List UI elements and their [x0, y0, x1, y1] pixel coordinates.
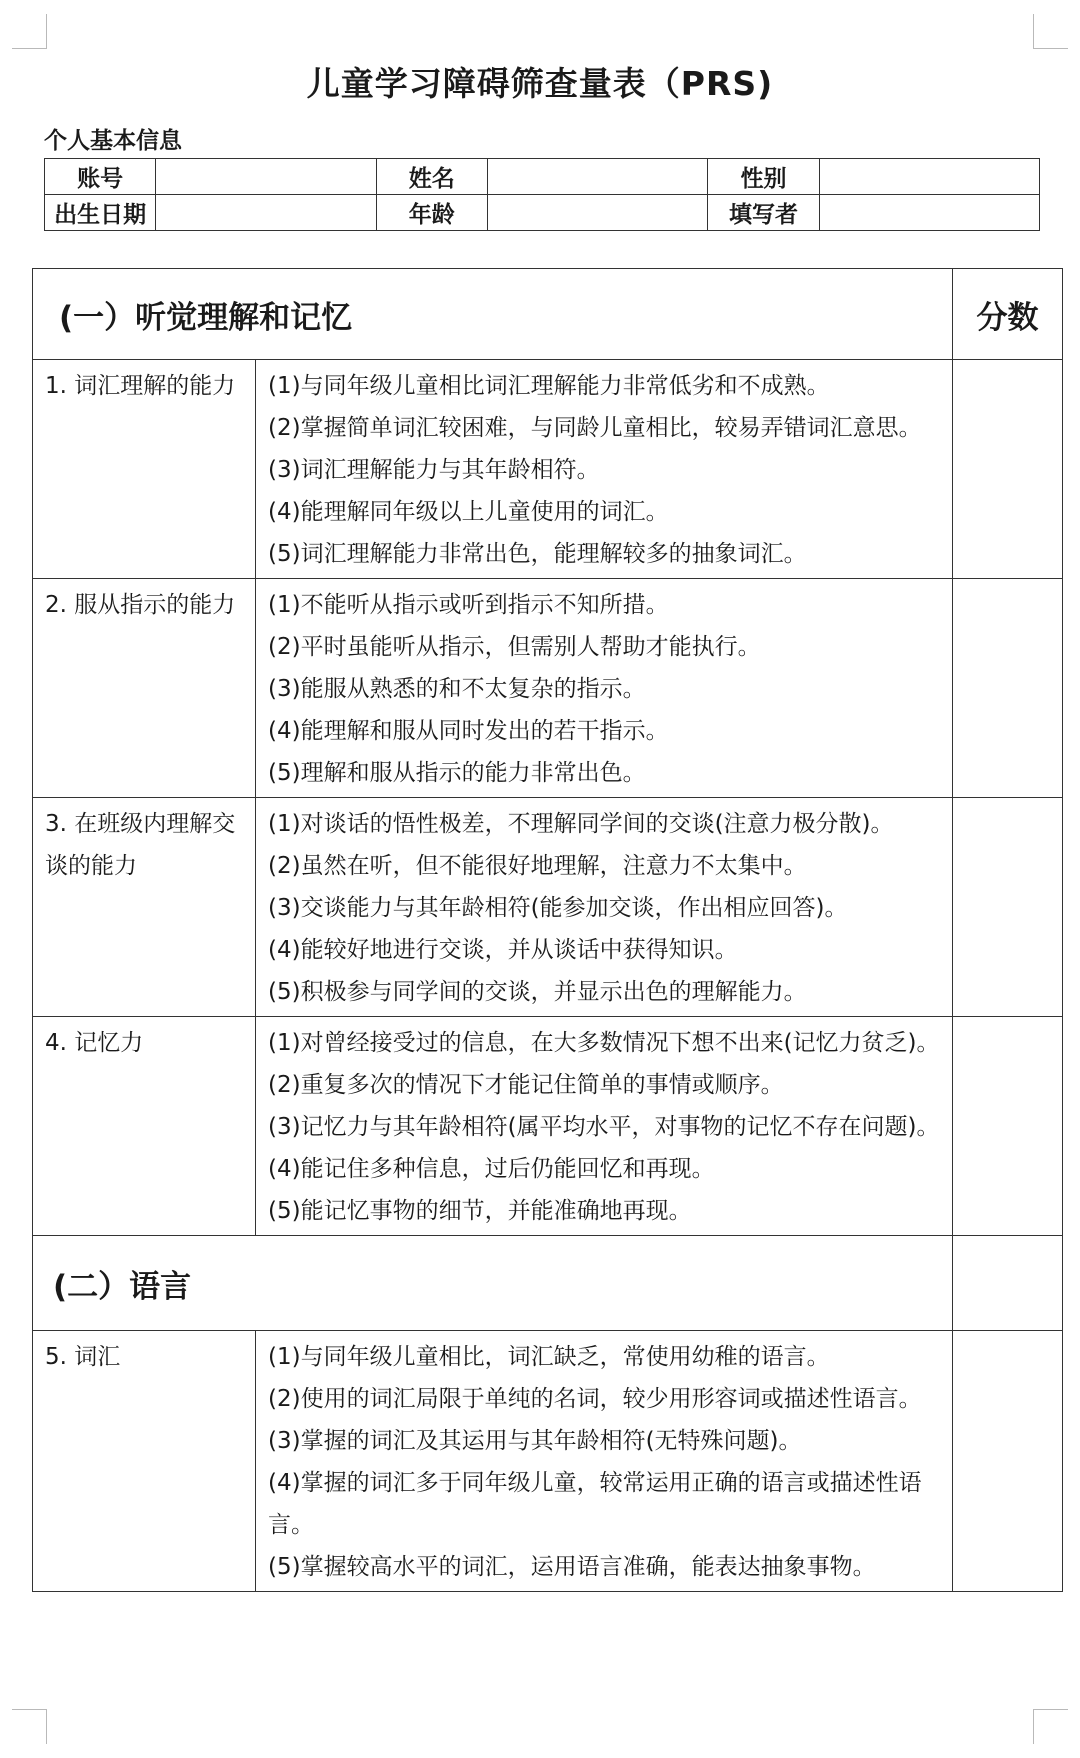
option-text: (5)能记忆事物的细节，并能准确地再现。: [268, 1198, 692, 1224]
option-text: (1)对曾经接受过的信息，在大多数情况下想不出来(记忆力贫乏)。: [268, 1030, 940, 1056]
score-input[interactable]: [953, 579, 1063, 798]
option-text: (4)掌握的词汇多于同年级儿童，较常运用正确的语言或描述性语言。: [268, 1470, 922, 1538]
option-text: (2)重复多次的情况下才能记住简单的事情或顺序。: [268, 1072, 784, 1098]
option-text: (5)积极参与同学间的交谈，并显示出色的理解能力。: [268, 979, 807, 1005]
info-section-label: 个人基本信息: [44, 128, 182, 154]
option-text: (3)能服从熟悉的和不太复杂的指示。: [268, 676, 646, 702]
input-gender[interactable]: [819, 159, 1039, 195]
option-text: (1)对谈话的悟性极差，不理解同学间的交谈(注意力极分散)。: [268, 811, 894, 837]
option-text: (3)掌握的词汇及其运用与其年龄相符(无特殊问题)。: [268, 1428, 802, 1454]
input-age[interactable]: [487, 195, 707, 231]
item-name: 5. 词汇: [33, 1331, 256, 1592]
option-text: (4)能记住多种信息，过后仍能回忆和再现。: [268, 1156, 715, 1182]
option-text: (5)掌握较高水平的词汇，运用语言准确，能表达抽象事物。: [268, 1554, 876, 1580]
item-options: [256, 1331, 953, 1592]
section2-score-blank: [953, 1236, 1063, 1331]
option-text: (2)平时虽能听从指示，但需别人帮助才能执行。: [268, 634, 761, 660]
item-options: [256, 1017, 953, 1236]
option-text: (1)不能听从指示或听到指示不知所措。: [268, 592, 669, 618]
label-gender: 性别: [708, 159, 819, 195]
item-row: [33, 1331, 1063, 1592]
item-name: 3. 在班级内理解交谈的能力: [33, 798, 256, 1017]
label-name: 姓名: [376, 159, 487, 195]
option-text: (1)与同年级儿童相比，词汇缺乏，常使用幼稚的语言。: [268, 1344, 830, 1370]
item-name: 4. 记忆力: [33, 1017, 256, 1236]
option-text: (3)记忆力与其年龄相符(属平均水平，对事物的记忆不存在问题)。: [268, 1114, 940, 1140]
input-filler[interactable]: [819, 195, 1039, 231]
crop-mark-bottom-right: [1033, 1709, 1068, 1744]
label-birthdate: 出生日期: [45, 195, 156, 231]
input-account[interactable]: [156, 159, 376, 195]
item-name: 1. 词汇理解的能力: [33, 360, 256, 579]
section-header-row: [33, 1236, 1063, 1331]
screening-table: [32, 268, 1063, 1592]
crop-mark-bottom-left: [12, 1709, 47, 1744]
option-text: (5)词汇理解能力非常出色，能理解较多的抽象词汇。: [268, 541, 807, 567]
score-input[interactable]: [953, 360, 1063, 579]
option-text: (4)能较好地进行交谈，并从谈话中获得知识。: [268, 937, 738, 963]
option-text: (4)能理解同年级以上儿童使用的词汇。: [268, 499, 669, 525]
label-age: 年龄: [376, 195, 487, 231]
score-input[interactable]: [953, 798, 1063, 1017]
score-header: 分数: [953, 269, 1063, 360]
item-row: [33, 579, 1063, 798]
item-options: [256, 798, 953, 1017]
input-birthdate[interactable]: [156, 195, 376, 231]
item-row: [33, 360, 1063, 579]
option-text: (2)虽然在听，但不能很好地理解，注意力不太集中。: [268, 853, 807, 879]
score-input[interactable]: [953, 1331, 1063, 1592]
option-text: (1)与同年级儿童相比词汇理解能力非常低劣和不成熟。: [268, 373, 830, 399]
option-text: (3)交谈能力与其年龄相符(能参加交谈，作出相应回答)。: [268, 895, 848, 921]
section2-title: (二）语言: [33, 1236, 953, 1331]
info-row: [45, 159, 1040, 195]
section1-title: (一）听觉理解和记忆: [33, 269, 953, 360]
item-name: 2. 服从指示的能力: [33, 579, 256, 798]
option-text: (4)能理解和服从同时发出的若干指示。: [268, 718, 669, 744]
input-name[interactable]: [487, 159, 707, 195]
crop-mark-top-right: [1033, 14, 1068, 49]
option-text: (5)理解和服从指示的能力非常出色。: [268, 760, 646, 786]
option-text: (2)使用的词汇局限于单纯的名词，较少用形容词或描述性语言。: [268, 1386, 922, 1412]
section-header-row: [33, 269, 1063, 360]
item-row: [33, 1017, 1063, 1236]
item-options: [256, 579, 953, 798]
info-row: [45, 195, 1040, 231]
label-filler: 填写者: [708, 195, 819, 231]
crop-mark-top-left: [12, 14, 47, 49]
label-account: 账号: [45, 159, 156, 195]
item-row: [33, 798, 1063, 1017]
document-title: 儿童学习障碍筛查量表（PRS): [306, 64, 774, 103]
personal-info-table: [44, 158, 1040, 231]
score-input[interactable]: [953, 1017, 1063, 1236]
option-text: (2)掌握简单词汇较困难，与同龄儿童相比，较易弄错词汇意思。: [268, 415, 922, 441]
item-options: [256, 360, 953, 579]
option-text: (3)词汇理解能力与其年龄相符。: [268, 457, 600, 483]
